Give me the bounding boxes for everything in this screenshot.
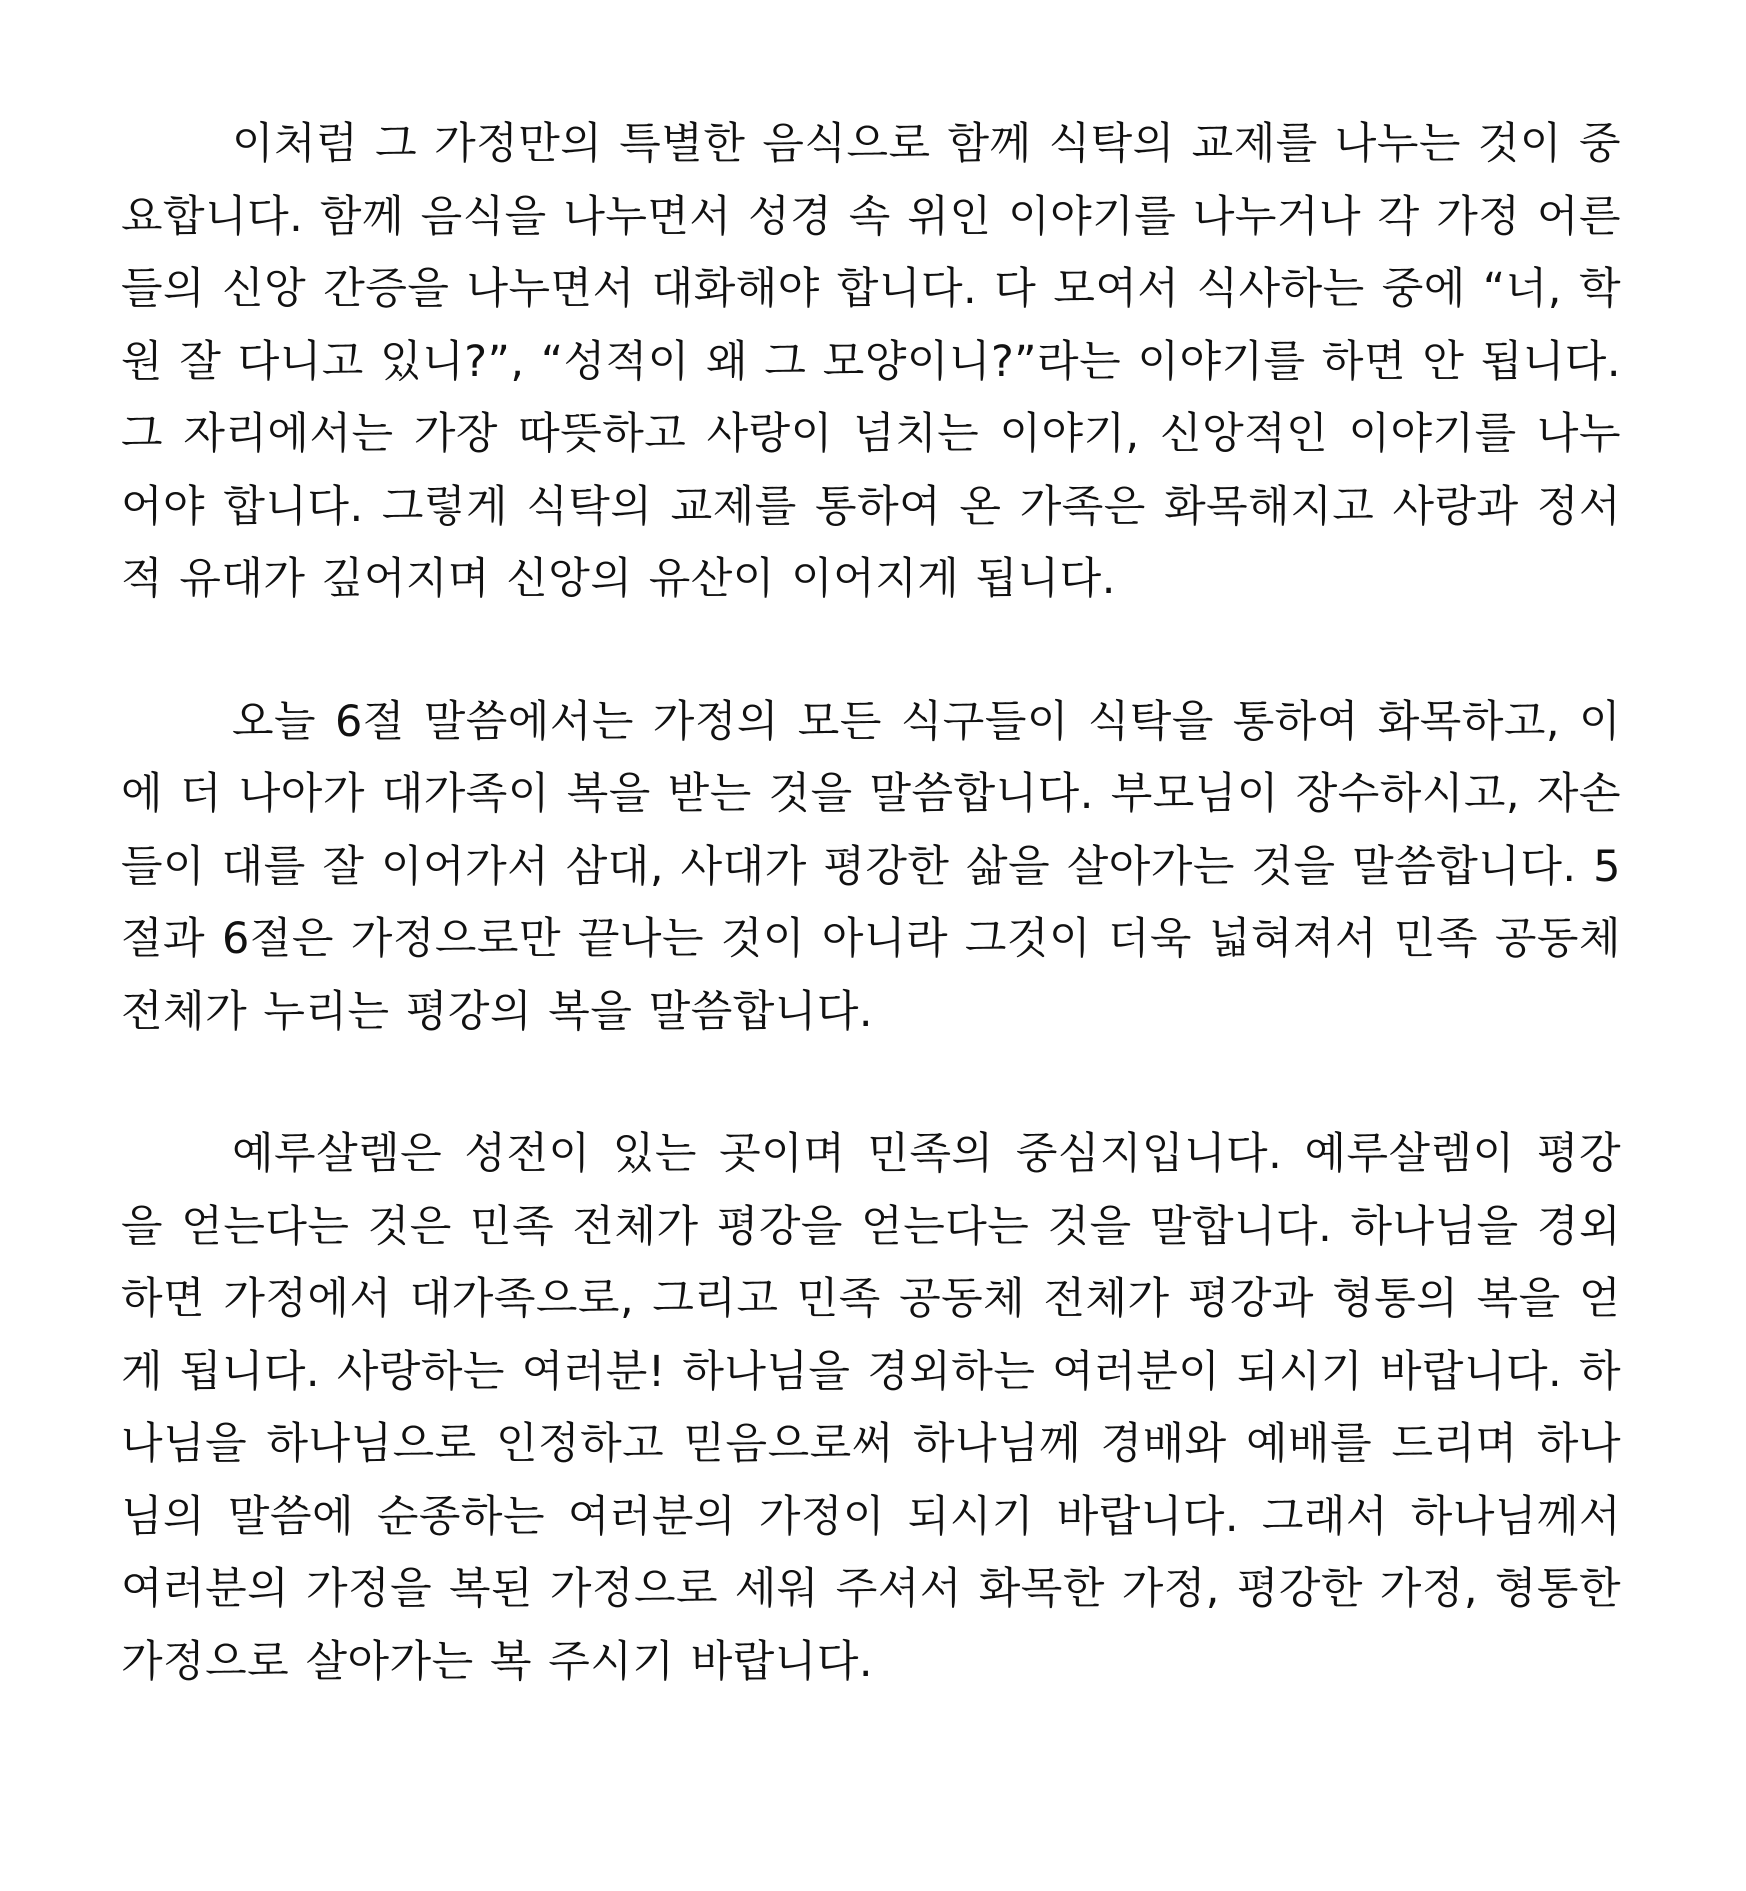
document-body	[121, 108, 1621, 1768]
paragraph-3: 예루살렘은 성전이 있는 곳이며 민족의 중심지입니다. 예루살렘이 평강을 얻는다는 것은 민족 전체가 평강을 얻는다는 것을 말합니다. 하나님을 경외하면 가정에서 대가족으로, 그리고 민족 공동체 전체가 평강과 형통의 복을 얻게 됩니다. 사랑하는 여러분! 하나님을 경외하는 여러분이 되시기 바랍니다. 하나님을 하나님으로 인정하고 믿음으로써 하나님께 경배와 예배를 드리며 하나님의 말씀에 순종하는 여러분의 가정이 되시기 바랍니다. 그래서 하나님께서 여러분의 가정을 복된 가정으로 세워 주셔서 화목한 가정, 평강한 가정, 형통한 가정으로 살아가는 복 주시기 바랍니다.	[121, 1129, 1621, 1687]
paragraph-1: 이처럼 그 가정만의 특별한 음식으로 함께 식탁의 교제를 나누는 것이 중요합니다. 함께 음식을 나누면서 성경 속 위인 이야기를 나누거나 각 가정 어른들의 신앙 간증을 나누면서 대화해야 합니다. 다 모여서 식사하는 중에 “너, 학원 잘 다니고 있니?”, “성적이 왜 그 모양이니?”라는 이야기를 하면 안 됩니다. 그 자리에서는 가장 따뜻하고 사랑이 넘치는 이야기, 신앙적인 이야기를 나누어야 합니다. 그렇게 식탁의 교제를 통하여 온 가족은 화목해지고 사랑과 정서적 유대가 깊어지며 신앙의 유산이 이어지게 됩니다.	[121, 119, 1621, 604]
paragraph-2: 오늘 6절 말씀에서는 가정의 모든 식구들이 식탁을 통하여 화목하고, 이에 더 나아가 대가족이 복을 받는 것을 말씀합니다. 부모님이 장수하시고, 자손들이 대를 잘 이어가서 삼대, 사대가 평강한 삶을 살아가는 것을 말씀합니다. 5절과 6절은 가정으로만 끝나는 것이 아니라 그것이 더욱 넓혀져서 민족 공동체 전체가 누리는 평강의 복을 말씀합니다.	[121, 696, 1621, 1037]
